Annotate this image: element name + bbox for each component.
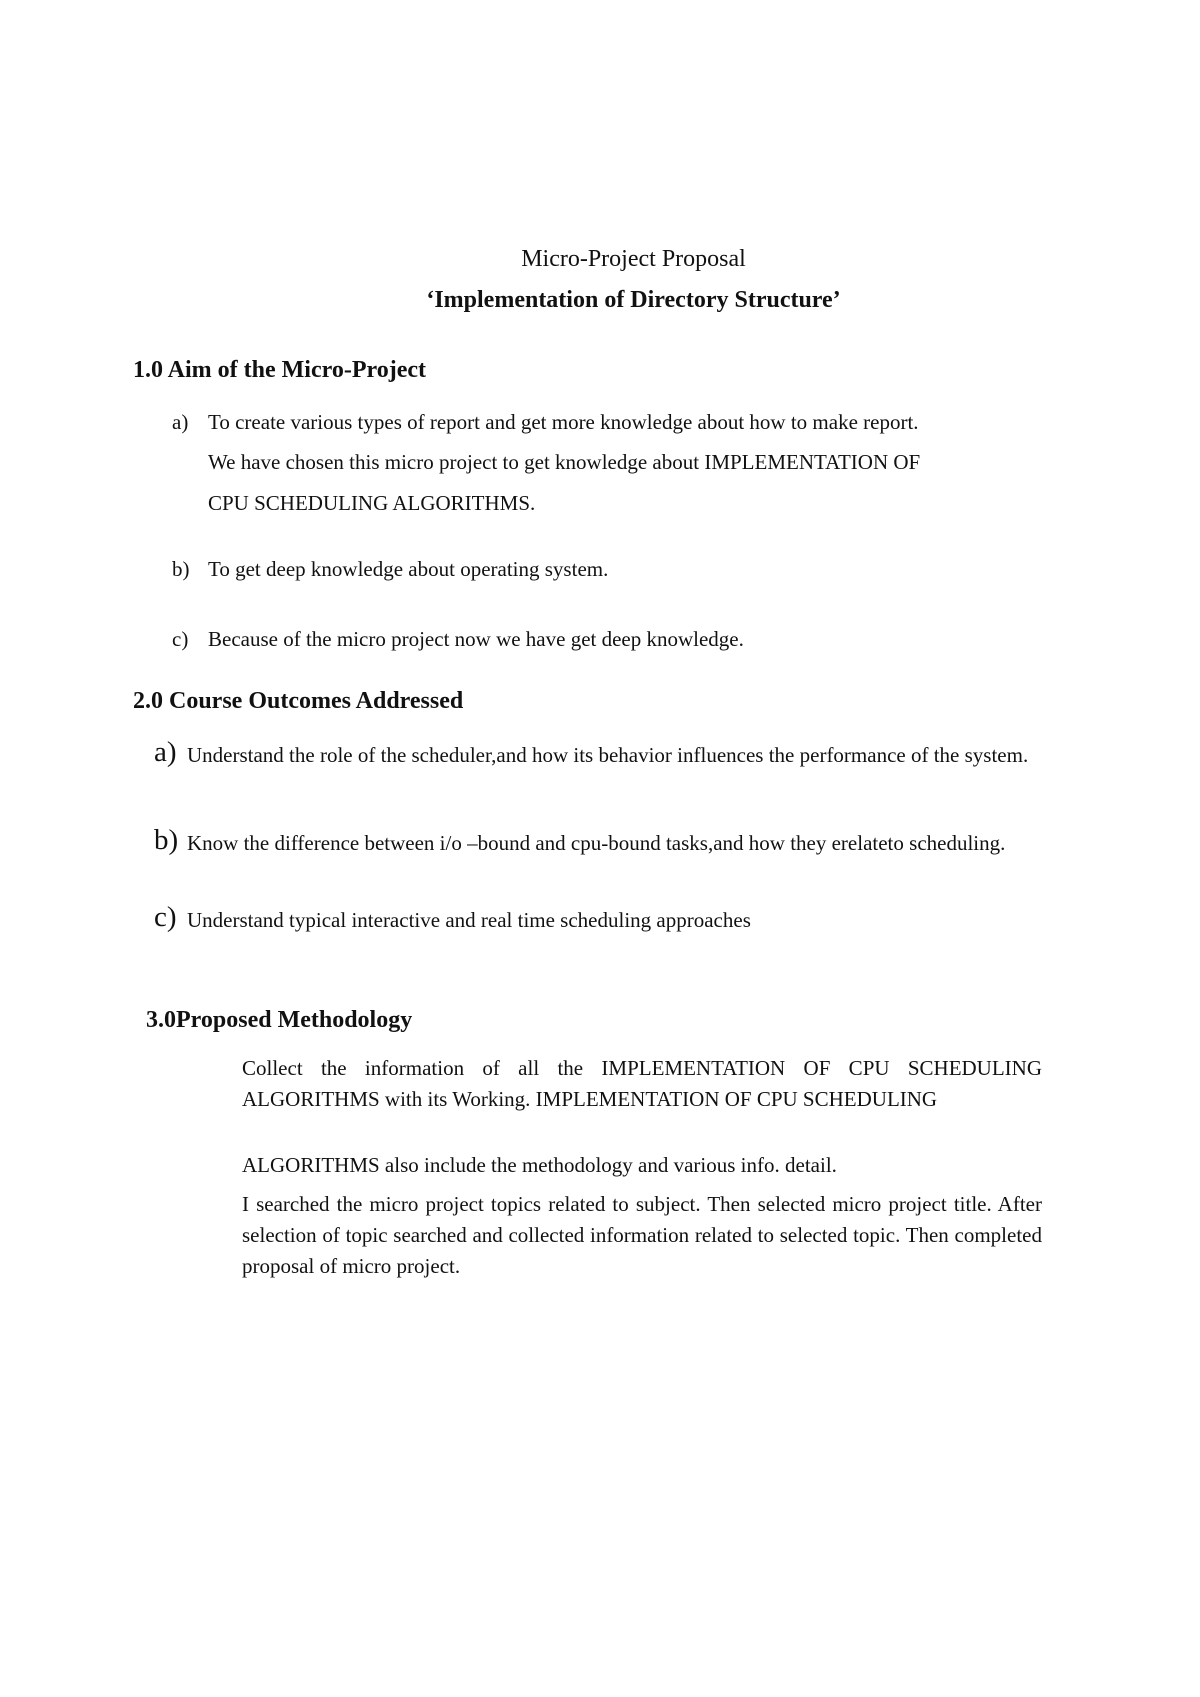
document-subtitle: ‘Implementation of Directory Structure’ xyxy=(426,287,841,313)
aim-item-c-text: Because of the micro project now we have get deep knowledge. xyxy=(208,627,744,651)
methodology-paragraph-2: ALGORITHMS also include the methodology and various info. detail. xyxy=(242,1153,837,1177)
methodology-paragraph-1: Collect the information of all the IMPLEMENTATION OF CPU SCHEDULING ALGORITHMS with its Working. IMPLEMENTATION OF CPU SCHEDULING xyxy=(242,1056,1042,1111)
outcome-a-marker: a) xyxy=(154,736,177,768)
aim-item-a-marker: a) xyxy=(172,410,189,434)
outcome-b-marker: b) xyxy=(154,824,179,856)
outcome-b-text: Know the difference between i/o –bound and cpu-bound tasks,and how they erelateto scheduling. xyxy=(187,831,1006,855)
aim-item-b-marker: b) xyxy=(172,557,190,581)
aim-item-a-line-2: We have chosen this micro project to get knowledge about IMPLEMENTATION OF xyxy=(208,450,921,474)
document-title: Micro-Project Proposal xyxy=(521,246,746,272)
section-3-heading: 3.0Proposed Methodology xyxy=(146,1007,413,1033)
section-1-heading: 1.0 Aim of the Micro-Project xyxy=(133,357,427,383)
outcome-c-text: Understand typical interactive and real time scheduling approaches xyxy=(187,908,751,932)
section-2-heading: 2.0 Course Outcomes Addressed xyxy=(133,688,464,714)
outcome-c-marker: c) xyxy=(154,901,177,933)
aim-item-a-line-1: To create various types of report and get more knowledge about how to make report. xyxy=(208,410,919,434)
aim-item-a-line-3: CPU SCHEDULING ALGORITHMS. xyxy=(208,491,536,515)
methodology-paragraph-3: I searched the micro project topics related to subject. Then selected micro project title. After selection of topic searched and collected information related to selected topic. Then completed proposal of micro project. xyxy=(242,1192,1042,1278)
aim-item-c-marker: c) xyxy=(172,627,189,651)
outcome-a-text: Understand the role of the scheduler,and how its behavior influences the performance of the system. xyxy=(187,743,1029,767)
aim-item-b-text: To get deep knowledge about operating system. xyxy=(208,557,609,581)
